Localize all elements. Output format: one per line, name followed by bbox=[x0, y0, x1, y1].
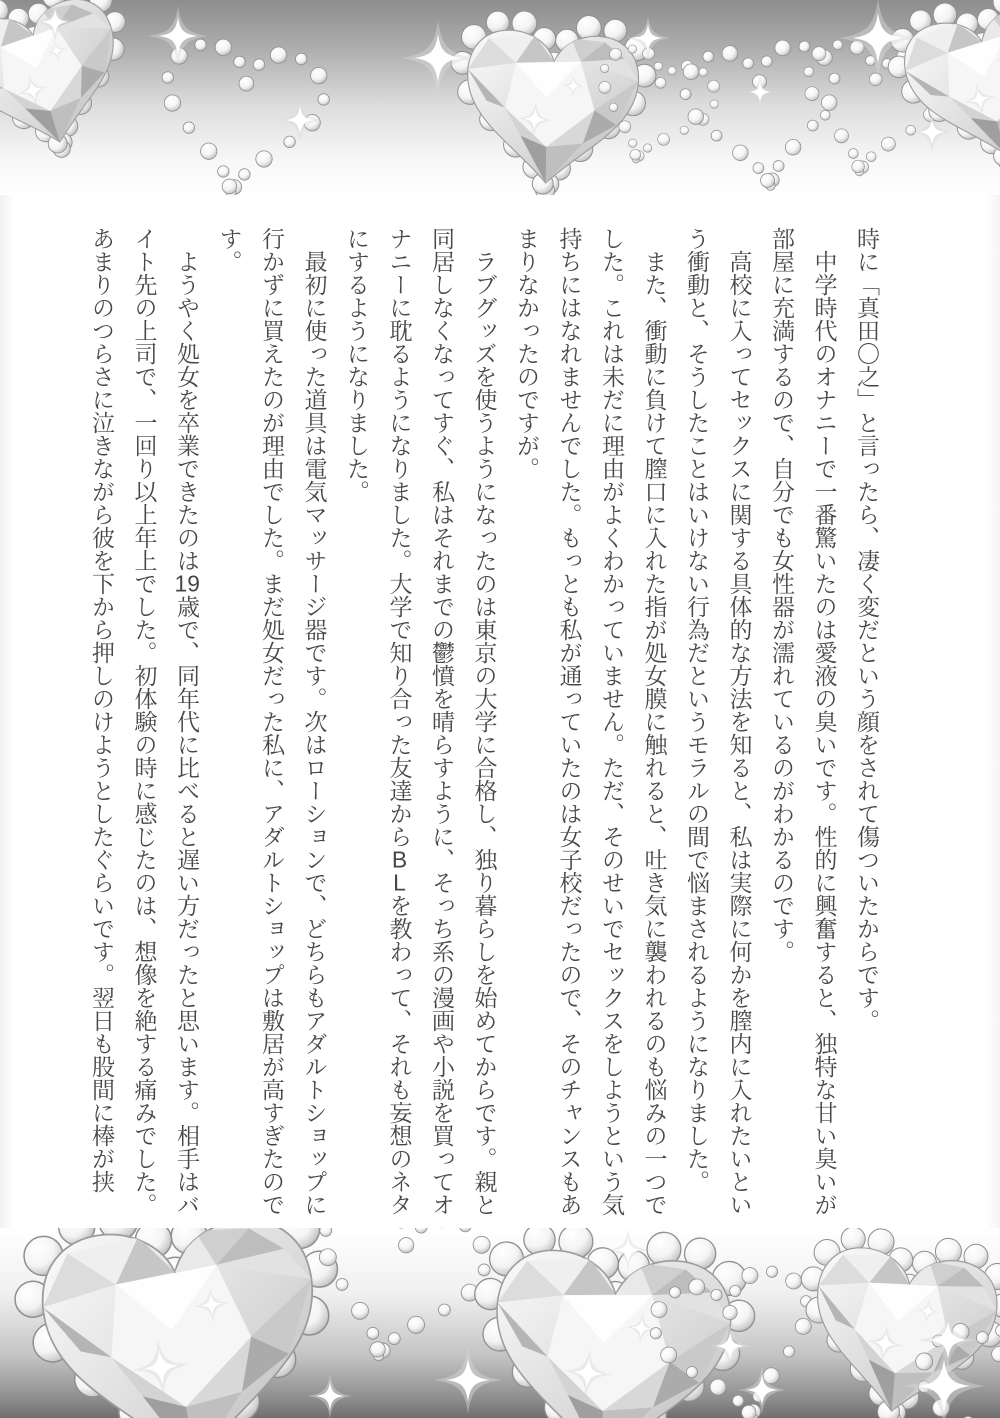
upright-latin-letter: B bbox=[391, 848, 408, 871]
essay-text bbox=[81, 227, 889, 1219]
top-hearts-border-image bbox=[0, 0, 1000, 195]
paragraph: 高校に入ってセックスに関する具体的な方法を知ると、私は実際に何かを膣内に入れたいという衝動と、そうしたことはいけない行為だというモラルの間で悩まされるようになりました。 bbox=[684, 227, 753, 1216]
tate-chu-yoko-number: 19 bbox=[174, 572, 200, 595]
paragraph: 中学時代のオナニーで一番驚いたのは愛液の臭いです。性的に興奮すると、独特な甘い臭いが部屋に充満するので、自分でも女性器が濡れているのがわかるのです。 bbox=[769, 227, 838, 1216]
paragraph: また、衝動に負けて膣口に入れた指が処女膜に触れると、吐き気に襲われるのも悩みの一つでした。これは未だに理由がよくわかっていません。ただ、そのせいでセックスをしようという気持ちにはなれませんでした。もっとも私が通っていたのは女子校だったので、そのチャンスもあまりなかったのですが。 bbox=[514, 227, 668, 1216]
paragraph: 時に「真田〇之」と言ったら、凄く変だという顔をされて傷ついたからです。 bbox=[854, 227, 880, 1032]
bottom-hearts-border-image bbox=[0, 1228, 1000, 1418]
left-edge-shading bbox=[0, 195, 14, 1228]
paragraph: ようやく処女を卒業できたのは19歳で、同年代に比べると遅い方だったと思います。相手はバイト先の上司で、一回り以上年上でした。初体験の時に感じたのは、想像を絶する痛みでした。あまりのつらさに泣きながら彼を下から押しのけようとしたぐらいです。翌日も股間に棒が挟 bbox=[89, 227, 200, 1216]
upright-latin-letter: L bbox=[393, 871, 406, 894]
paragraph: 最初に使った道具は電気マッサージ器です。次はローションで、どちらもアダルトショップに行かずに買えたのが理由でした。まだ処女だった私に、アダルトショップは敷居が高すぎたのです。 bbox=[216, 227, 328, 1216]
paragraph: ラブグッズを使うようになったのは東京の大学に合格し、独り暮らしを始めてからです。親と同居しなくなってすぐ、私はそれまでの鬱憤を晴らすように、そっち系の漫画や小説を買ってオナニーに耽るようになりました。大学で知り合った友達からBLを教わって、それも妄想のネタにするようになりました。 bbox=[344, 227, 498, 1216]
right-edge-shading bbox=[986, 195, 1000, 1228]
